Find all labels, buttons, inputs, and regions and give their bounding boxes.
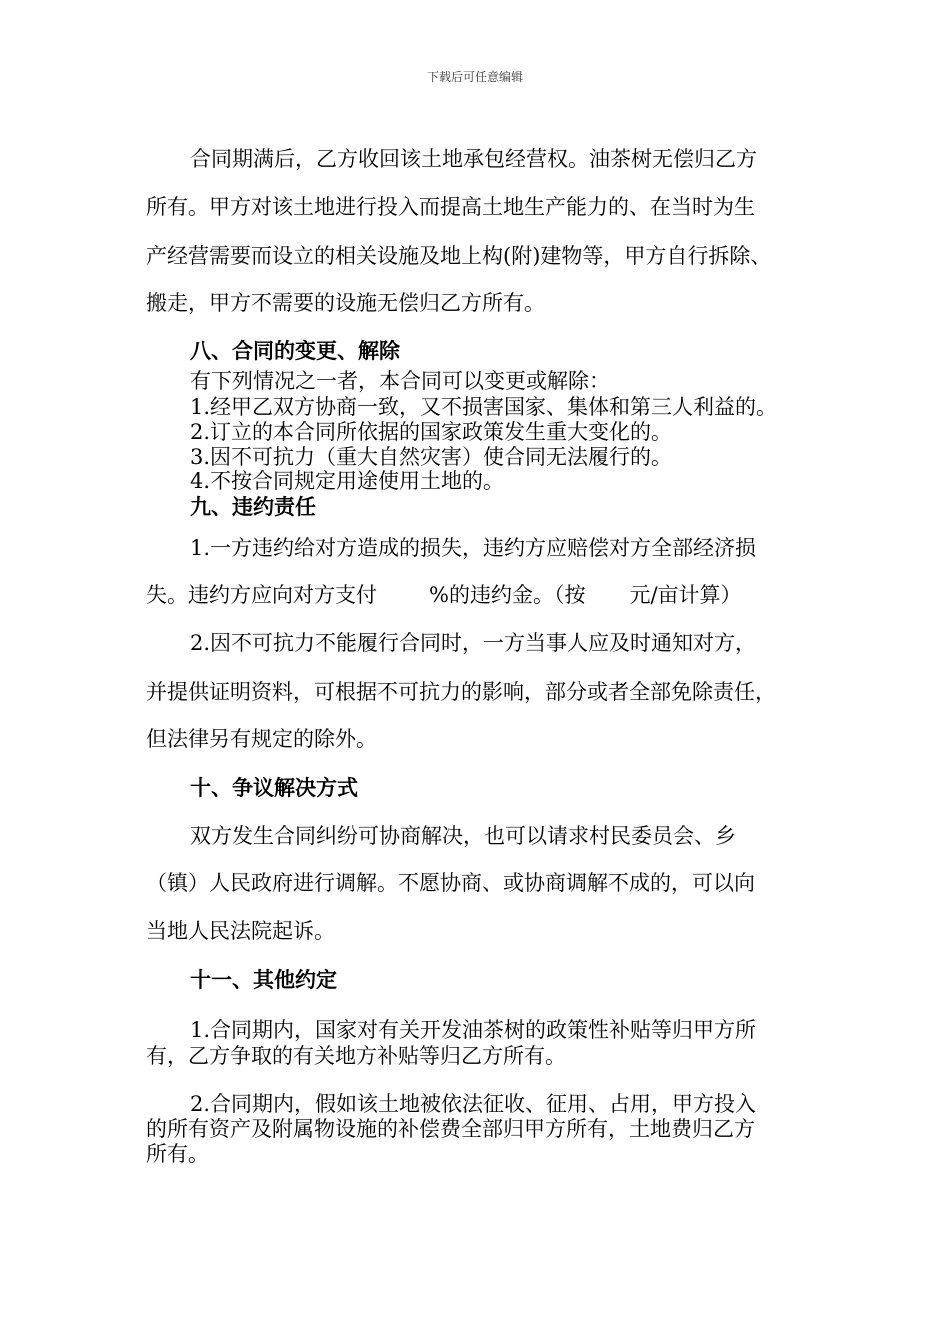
paragraph-line: 所有。 <box>146 1142 209 1166</box>
section-title-11: 十一、其他约定 <box>190 967 337 992</box>
list-item: 1.经甲乙双方协商一致，又不损害国家、集体和第三人利益的。 <box>190 395 778 419</box>
paragraph-line: 的所有资产及附属物设施的补偿费全部归甲方所有，土地费归乙方 <box>146 1117 755 1141</box>
penalty-text-a: 失。违约方应向对方支付 <box>146 583 377 607</box>
list-item: 3.因不可抗力（重大自然灾害）使合同无法履行的。 <box>190 445 673 469</box>
list-item: 2.订立的本合同所依据的国家政策发生重大变化的。 <box>190 420 673 444</box>
section-title-9: 九、违约责任 <box>190 494 316 519</box>
paragraph-line: 2.因不可抗力不能履行合同时，一方当事人应及时通知对方， <box>190 631 757 655</box>
section-title-8: 八、合同的变更、解除 <box>190 338 400 363</box>
paragraph-line: 搬走，甲方不需要的设施无偿归乙方所有。 <box>146 291 545 315</box>
paragraph-line: 当地人民法院起诉。 <box>146 919 335 943</box>
paragraph-line: 有，乙方争取的有关地方补贴等归乙方所有。 <box>146 1044 566 1068</box>
list-item: 4.不按合同规定用途使用土地的。 <box>190 469 505 493</box>
penalty-text-c: 元/亩计算） <box>629 583 742 607</box>
paragraph-line: 2.合同期内，假如该土地被依法征收、征用、占用，甲方投入 <box>190 1092 757 1116</box>
paragraph-line: 所有。甲方对该土地进行投入而提高土地生产能力的、在当时为生 <box>146 195 755 219</box>
section-title-10: 十、争议解决方式 <box>190 775 358 800</box>
paragraph-line: 双方发生合同纠纷可协商解决，也可以请求村民委员会、乡 <box>190 824 736 848</box>
page-header: 下载后可任意编辑 <box>426 70 523 84</box>
paragraph-line: （镇）人民政府进行调解。不愿协商、或协商调解不成的，可以向 <box>146 871 755 895</box>
paragraph-line: 1.一方违约给对方造成的损失，违约方应赔偿对方全部经济损 <box>190 536 757 560</box>
paragraph-line: 合同期满后，乙方收回该土地承包经营权。油茶树无偿归乙方 <box>190 147 757 171</box>
paragraph-line: 有下列情况之一者，本合同可以变更或解除： <box>190 369 610 393</box>
paragraph-line: 并提供证明资料，可根据不可抗力的影响，部分或者全部免除责任， <box>146 680 776 704</box>
penalty-text-b: %的违约金。（按 <box>429 583 586 607</box>
penalty-line <box>146 579 826 609</box>
paragraph-line: 1.合同期内，国家对有关开发油茶树的政策性补贴等归甲方所 <box>190 1018 757 1042</box>
paragraph-line: 但法律另有规定的除外。 <box>146 727 377 751</box>
paragraph-line: 产经营需要而设立的相关设施及地上构(附)建物等，甲方自行拆除、 <box>146 244 772 268</box>
